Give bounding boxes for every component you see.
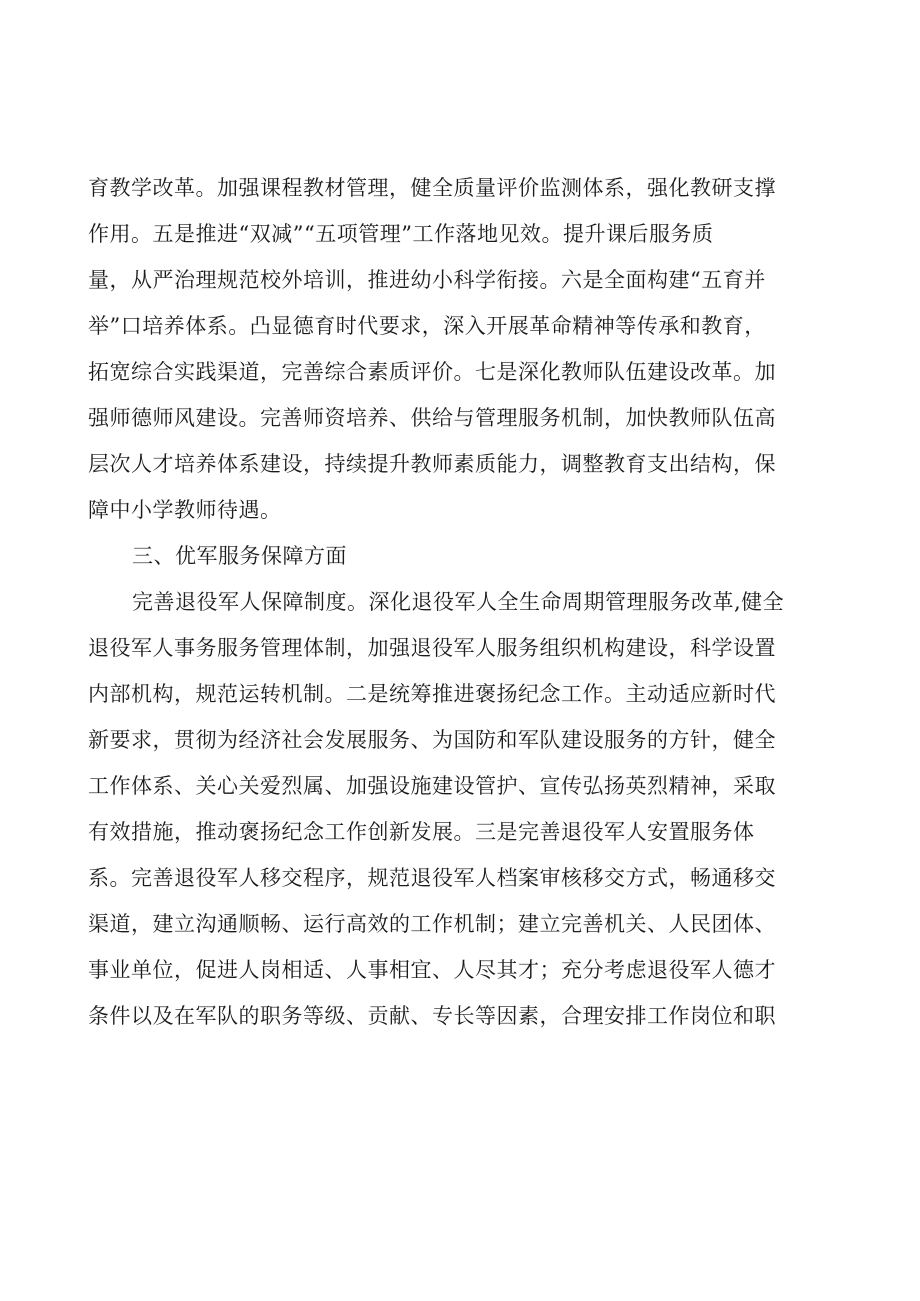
text-line: 有效措施，推动褒扬纪念工作创新发展。三是完善退役军人安置服务体 bbox=[88, 820, 755, 844]
text-line: 育教学改革。加强课程教材管理，健全质量评价监测体系，强化教研支撑 bbox=[88, 176, 776, 200]
text-line: 退役军人事务服务管理体制，加强退役军人服务组织机构建设，科学设置 bbox=[88, 636, 776, 660]
section-heading: 三、优军服务保障方面 bbox=[132, 544, 347, 568]
text-line: 条件以及在军队的职务等级、贡献、专长等因素，合理安排工作岗位和职 bbox=[88, 1004, 776, 1028]
text-line: 作用。五是推进“双减”“五项管理”工作落地见效。提升课后服务质 bbox=[88, 222, 714, 246]
text-line: 拓宽综合实践渠道，完善综合素质评价。七是深化教师队伍建设改革。加 bbox=[88, 360, 776, 384]
text-line: 强师德师风建设。完善师资培养、供给与管理服务机制，加快教师队伍高 bbox=[88, 406, 776, 430]
text-line: 系。完善退役军人移交程序，规范退役军人档案审核移交方式，畅通移交 bbox=[88, 866, 776, 890]
text-line: 举”口培养体系。凸显德育时代要求，深入开展革命精神等传承和教育， bbox=[88, 314, 766, 338]
text-line: 量，从严治理规范校外培训，推进幼小科学衔接。六是全面构建“五育并 bbox=[88, 268, 766, 292]
text-line: 新要求，贯彻为经济社会发展服务、为国防和军队建设服务的方针，健全 bbox=[88, 728, 776, 752]
text-line: 内部机构，规范运转机制。二是统筹推进褒扬纪念工作。主动适应新时代 bbox=[88, 682, 776, 706]
text-line: 渠道，建立沟通顺畅、运行高效的工作机制；建立完善机关、人民团体、 bbox=[88, 912, 776, 936]
text-line: 障中小学教师待遇。 bbox=[88, 498, 282, 522]
text-line: 工作体系、关心关爱烈属、加强设施建设管护、宣传弘扬英烈精神，采取 bbox=[88, 774, 776, 798]
text-line: 事业单位，促进人岗相适、人事相宜、人尽其才；充分考虑退役军人德才 bbox=[88, 958, 776, 982]
text-line: 层次人才培养体系建设，持续提升教师素质能力，调整教育支出结构，保 bbox=[88, 452, 776, 476]
paragraph-start-line: 完善退役军人保障制度。深化退役军人全生命周期管理服务改革,健全 bbox=[132, 590, 785, 614]
document-body bbox=[88, 165, 830, 1039]
